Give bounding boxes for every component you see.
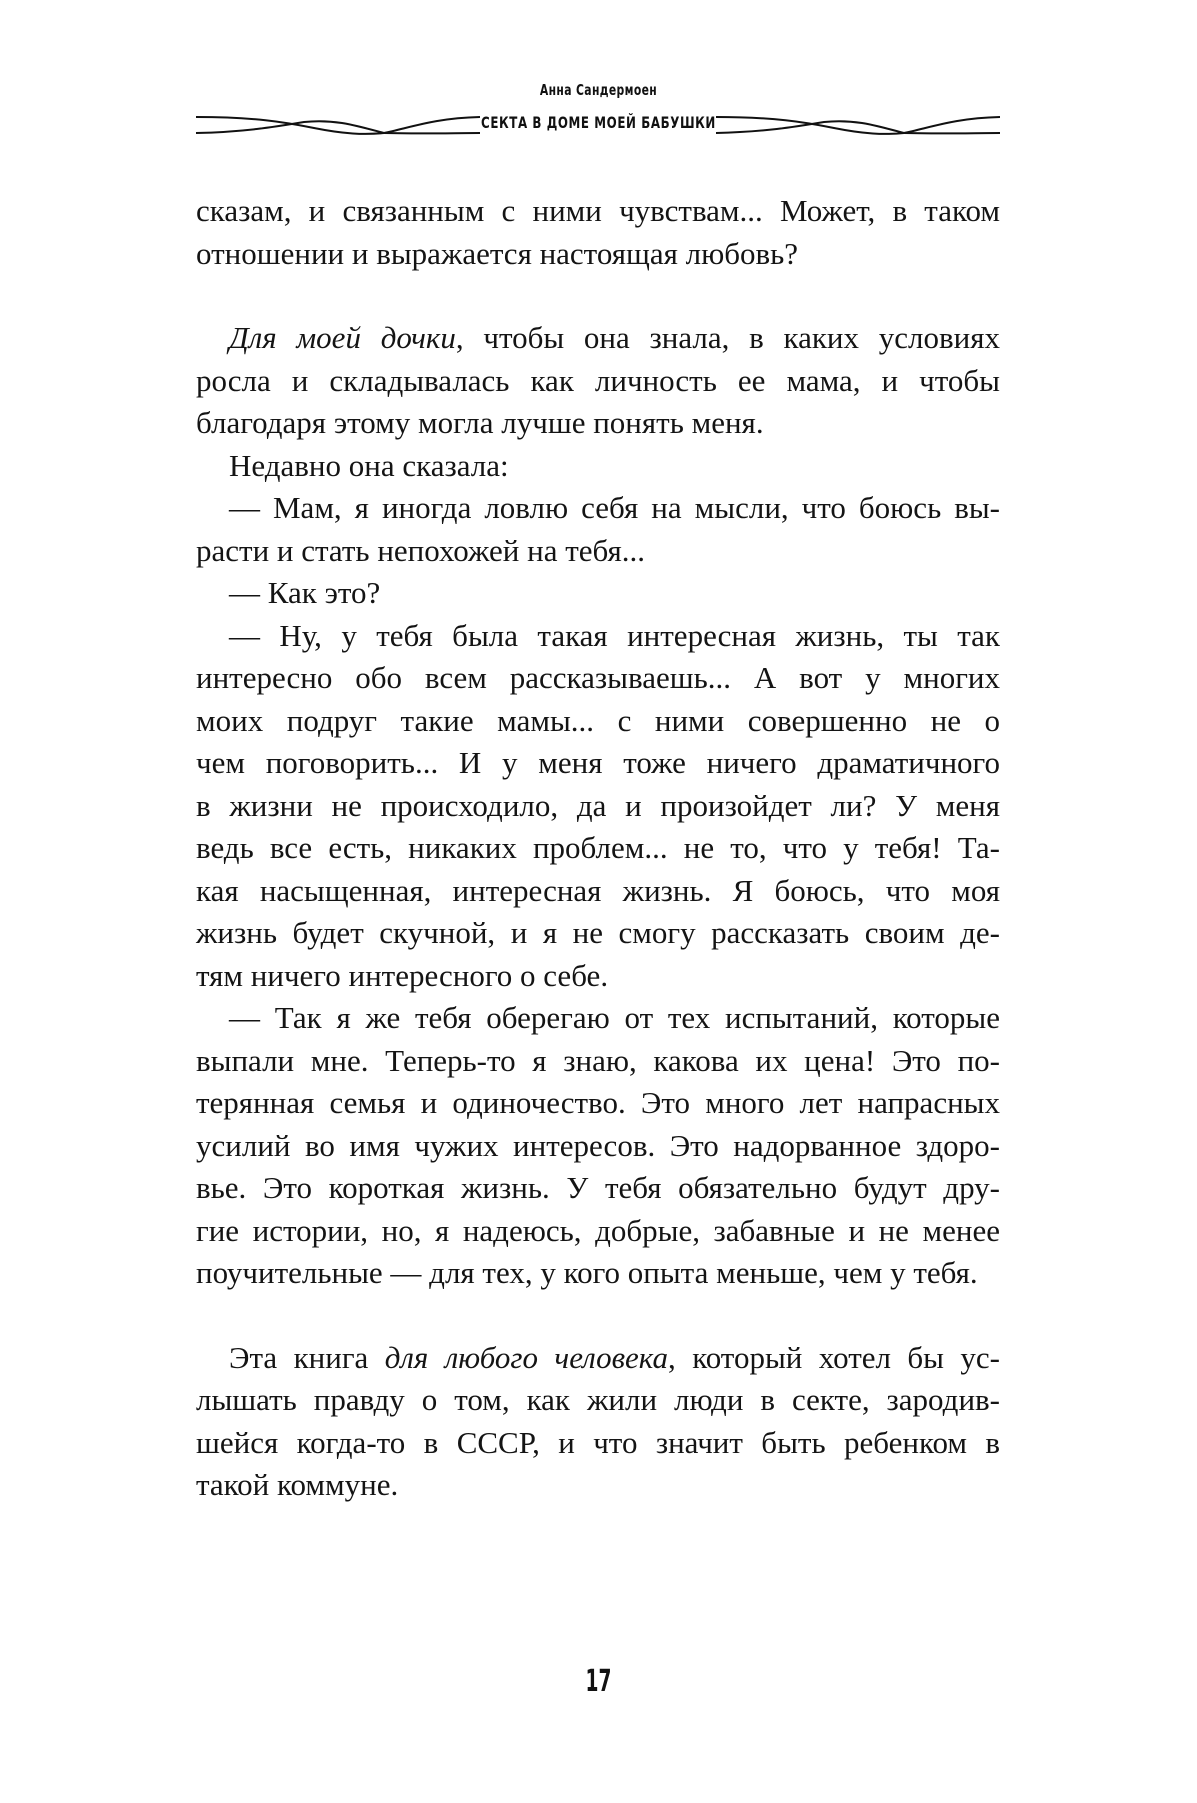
text-line: отношении и выражается настоящая любовь? [196, 235, 799, 271]
text-line: росла и складывалась как личность ее мама, и чтобы [196, 362, 1000, 398]
text-line: выпали мне. Теперь-то я знаю, какова их цена! Это по- [196, 1042, 1000, 1078]
dialogue-paragraph [196, 572, 1000, 615]
text-line [196, 1337, 1000, 1380]
running-header-author: Анна Сандермоен [539, 81, 658, 99]
page-body [196, 190, 1000, 1507]
paragraph [196, 1337, 1000, 1507]
text-line: моих подруг такие мамы... с ними совершенно не о [196, 702, 1000, 738]
text-line: лышать правду о том, как жили люди в секте, зародив- [196, 1382, 1000, 1417]
text-line: — Так я же тебя оберегаю от тех испытаний, которые [229, 1000, 1000, 1035]
italic-phrase: Для моей дочки [229, 320, 456, 355]
paragraph [196, 190, 1000, 275]
italic-phrase: для любого человека [384, 1339, 669, 1375]
text-run: , чтобы она знала, в каких условиях [455, 320, 1000, 355]
text-line [196, 317, 1000, 360]
running-header [0, 0, 1197, 150]
dialogue-paragraph [196, 997, 1000, 1295]
dialogue-paragraph [196, 615, 1000, 998]
text-line: терянная семья и одиночество. Это много лет напрасных [196, 1085, 1000, 1120]
text-line: такой коммуне. [196, 1467, 399, 1502]
text-line: благодаря этому могла лучше понять меня. [196, 405, 764, 440]
text-line: гие истории, но, я надеюсь, добрые, забавные и не менее [196, 1212, 1000, 1248]
text-line: — Ну, у тебя была такая интересная жизнь, ты так [229, 617, 1000, 653]
text-line: Недавно она сказала: [229, 447, 509, 483]
dialogue-paragraph [196, 487, 1000, 572]
text-line: чем поговорить... И у меня тоже ничего драматичного [196, 745, 1000, 780]
text-line: интересно обо всем рассказываешь... А вот у многих [196, 660, 1000, 695]
text-line: усилий во имя чужих интересов. Это надорванное здоро- [196, 1127, 1000, 1163]
text-line: жизнь будет скучной, и я не смогу рассказать своим де- [196, 915, 1000, 950]
text-line: в жизни не происходило, да и произойдет ли? У меня [196, 787, 1000, 823]
wavy-line-ornament-icon [714, 110, 1004, 140]
paragraph [196, 445, 1000, 488]
text-line: шейся когда-то в СССР, и что значит быть ребенком в [196, 1424, 1000, 1460]
text-line: кая насыщенная, интересная жизнь. Я боюсь, что моя [196, 872, 1000, 908]
text-line: — Мам, я иногда ловлю себя на мысли, что боюсь вы- [229, 490, 1000, 525]
running-header-book-title: СЕКТА В ДОМЕ МОЕЙ БАБУШКИ [481, 113, 716, 132]
page-number: 17 [585, 1664, 612, 1699]
text-line: — Как это? [229, 575, 381, 610]
text-line: поучительные — для тех, у кого опыта меньше, чем у тебя. [196, 1255, 978, 1290]
paragraph [196, 317, 1000, 445]
text-run: Эта книга [229, 1339, 385, 1375]
text-line: расти и стать непохожей на тебя... [196, 532, 646, 568]
text-line: ведь все есть, никаких проблем... не то, что у тебя! Та- [196, 830, 1000, 865]
text-line: вье. Это короткая жизнь. У тебя обязательно будут дру- [196, 1170, 1000, 1205]
text-line: сказам, и связанным с ними чувствам... Может, в таком [196, 193, 1000, 228]
text-line: тям ничего интересного о себе. [196, 957, 609, 993]
text-run: , который хотел бы ус- [668, 1339, 1000, 1375]
